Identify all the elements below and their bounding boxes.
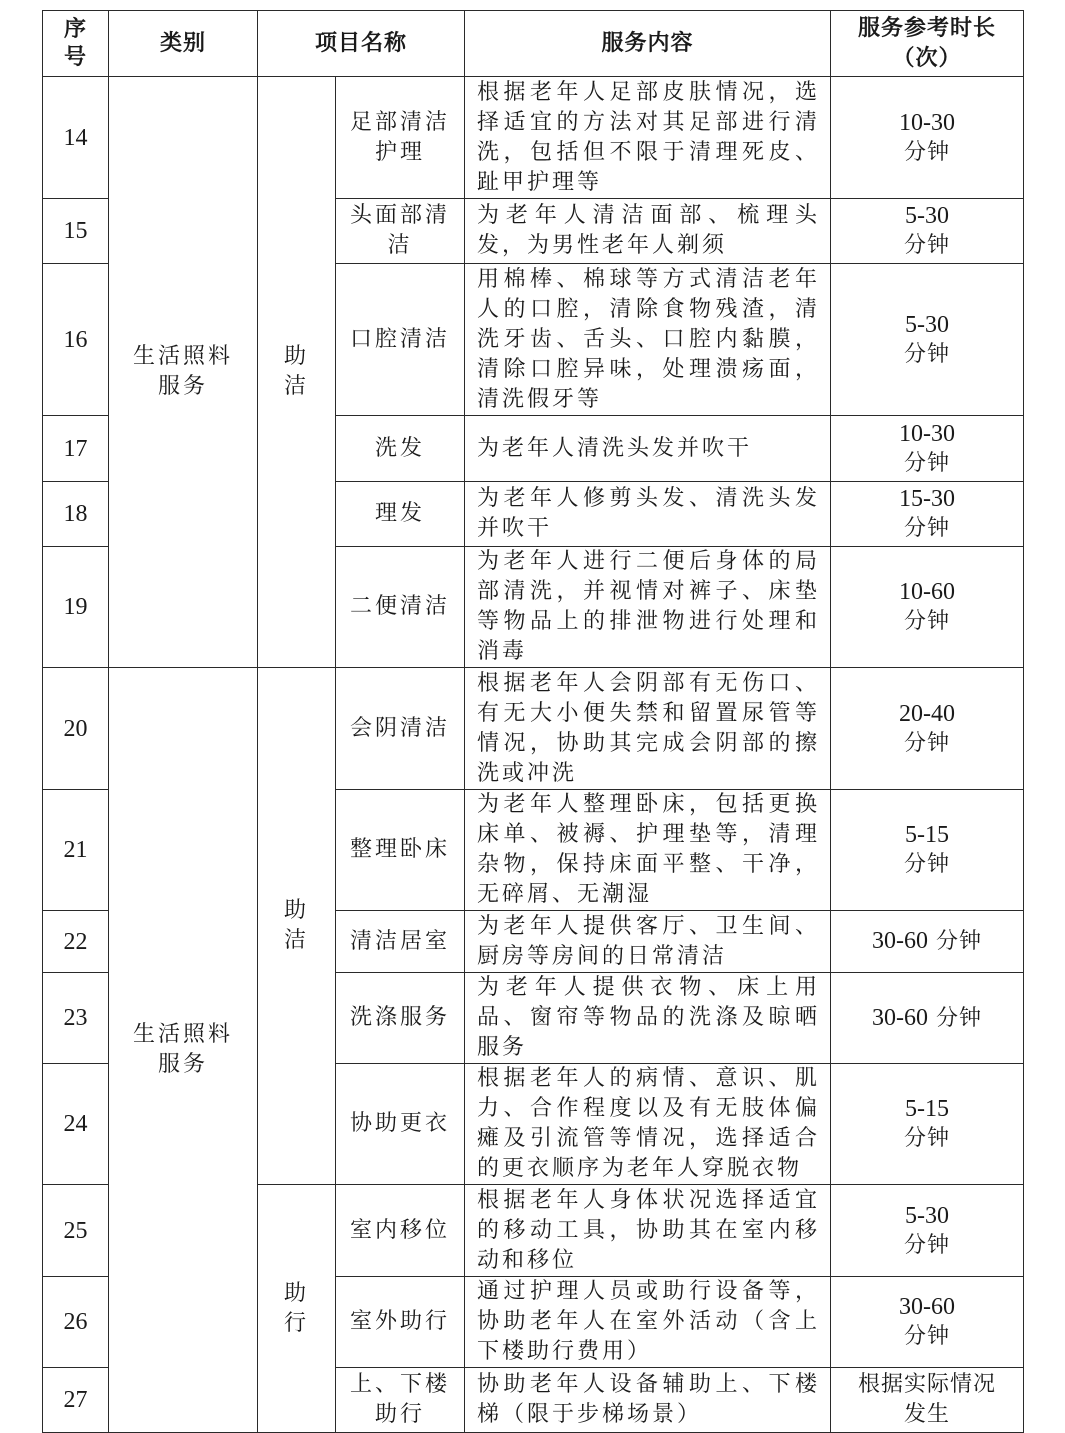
row-seq: 25 — [43, 1185, 109, 1277]
item-name: 头面部清洁 — [336, 199, 465, 264]
item-content: 根据老年人足部皮肤情况，选择适宜的方法对其足部进行清洗，包括但不限于清理死皮、趾甲护理等 — [465, 77, 831, 199]
duration-unit: 分钟 — [904, 233, 951, 258]
subcategory-cell: 助行 — [258, 1185, 336, 1433]
row-seq: 15 — [43, 199, 109, 264]
item-name: 会阴清洁 — [336, 668, 465, 790]
item-duration — [831, 911, 1024, 973]
item-duration — [831, 1185, 1024, 1277]
item-content: 通过护理人员或助行设备等，协助老年人在室外活动（含上下楼助行费用） — [465, 1277, 831, 1368]
item-duration — [831, 973, 1024, 1064]
item-name: 整理卧床 — [336, 790, 465, 911]
duration-unit: 分钟 — [936, 929, 983, 954]
subcategory-cell: 助洁 — [258, 77, 336, 668]
duration-range: 10-60 — [899, 579, 956, 605]
duration-range: 30-60 — [872, 928, 928, 954]
item-name: 二便清洁 — [336, 547, 465, 668]
item-content: 为老年人清洗头发并吹干 — [465, 416, 831, 482]
row-seq: 16 — [43, 264, 109, 416]
subcategory-cell: 助洁 — [258, 668, 336, 1185]
item-name: 清洁居室 — [336, 911, 465, 973]
item-name: 口腔清洁 — [336, 264, 465, 416]
item-content: 为老年人提供衣物、床上用品、窗帘等物品的洗涤及晾晒服务 — [465, 973, 831, 1064]
item-content: 用棉棒、棉球等方式清洁老年人的口腔，清除食物残渣，清洗牙齿、舌头、口腔内黏膜，清除口腔异味，处理溃疡面，清洗假牙等 — [465, 264, 831, 416]
item-name: 协助更衣 — [336, 1064, 465, 1185]
item-duration — [831, 77, 1024, 199]
header-duration-line1: 服务参考时长 — [858, 15, 997, 41]
category-cell: 生活照料服务 — [109, 668, 258, 1433]
item-name: 室内移位 — [336, 1185, 465, 1277]
header-duration — [831, 11, 1024, 77]
row-seq: 19 — [43, 547, 109, 668]
item-name: 洗涤服务 — [336, 973, 465, 1064]
duration-unit: 分钟 — [904, 1126, 951, 1151]
item-content: 为老年人修剪头发、清洗头发并吹干 — [465, 482, 831, 547]
duration-range: 5-30 — [905, 203, 950, 229]
item-duration — [831, 482, 1024, 547]
duration-range: 5-30 — [905, 1202, 950, 1229]
item-duration: 根据实际情况发生 — [831, 1368, 1024, 1433]
item-content: 为老年人进行二便后身体的局部清洗，并视情对裤子、床垫等物品上的排泄物进行处理和消毒 — [465, 547, 831, 668]
table-row — [43, 668, 1024, 790]
row-seq: 26 — [43, 1277, 109, 1368]
duration-range: 5-15 — [905, 1096, 950, 1122]
item-content: 为老年人提供客厅、卫生间、厨房等房间的日常清洁 — [465, 911, 831, 973]
row-seq: 21 — [43, 790, 109, 911]
duration-unit: 分钟 — [904, 852, 951, 877]
header-item: 项目名称 — [258, 11, 465, 77]
row-seq: 27 — [43, 1368, 109, 1433]
duration-unit: 分钟 — [904, 1232, 951, 1258]
header-duration-line2: （次） — [892, 45, 962, 71]
item-content: 协助老年人设备辅助上、下楼梯（限于步梯场景） — [465, 1368, 831, 1433]
item-duration — [831, 416, 1024, 482]
item-content: 根据老年人会阴部有无伤口、有无大小便失禁和留置尿管等情况，协助其完成会阴部的擦洗或冲洗 — [465, 668, 831, 790]
row-seq: 17 — [43, 416, 109, 482]
duration-unit: 分钟 — [904, 730, 951, 756]
duration-range: 30-60 — [872, 1004, 928, 1031]
item-content: 根据老年人的病情、意识、肌力、合作程度以及有无肢体偏瘫及引流管等情况，选择适合的更衣顺序为老年人穿脱衣物 — [465, 1064, 831, 1185]
duration-range: 5-15 — [905, 822, 950, 848]
duration-unit: 分钟 — [904, 139, 951, 165]
row-seq: 24 — [43, 1064, 109, 1185]
item-duration — [831, 1277, 1024, 1368]
item-duration — [831, 547, 1024, 668]
duration-unit: 分钟 — [904, 341, 951, 367]
header-row — [43, 11, 1024, 77]
item-content: 为老年人整理卧床，包括更换床单、被褥、护理垫等，清理杂物，保持床面平整、干净，无碎屑、无潮湿 — [465, 790, 831, 911]
row-seq: 20 — [43, 668, 109, 790]
item-duration — [831, 790, 1024, 911]
item-content: 为老年人清洁面部、梳理头发，为男性老年人剃须 — [465, 199, 831, 264]
item-name: 上、下楼助行 — [336, 1368, 465, 1433]
duration-range: 30-60 — [899, 1294, 956, 1320]
duration-range: 5-30 — [905, 311, 950, 338]
item-content: 根据老年人身体状况选择适宜的移动工具，协助其在室内移动和移位 — [465, 1185, 831, 1277]
row-seq: 23 — [43, 973, 109, 1064]
duration-unit: 分钟 — [904, 450, 951, 476]
item-name: 足部清洁护理 — [336, 77, 465, 199]
item-duration — [831, 199, 1024, 264]
item-name: 理发 — [336, 482, 465, 547]
row-seq: 14 — [43, 77, 109, 199]
duration-range: 10-30 — [899, 420, 956, 447]
table-row — [43, 77, 1024, 199]
duration-range: 10-30 — [899, 109, 956, 136]
duration-range: 15-30 — [899, 486, 956, 512]
category-cell: 生活照料服务 — [109, 77, 258, 668]
duration-unit: 分钟 — [904, 609, 951, 634]
item-duration — [831, 1064, 1024, 1185]
service-table — [42, 10, 1024, 1433]
row-seq: 22 — [43, 911, 109, 973]
duration-unit: 分钟 — [904, 516, 951, 541]
header-content: 服务内容 — [465, 11, 831, 77]
item-duration — [831, 668, 1024, 790]
item-name: 洗发 — [336, 416, 465, 482]
header-category: 类别 — [109, 11, 258, 77]
duration-unit: 分钟 — [904, 1324, 951, 1349]
row-seq: 18 — [43, 482, 109, 547]
duration-unit: 分钟 — [936, 1005, 983, 1031]
item-duration — [831, 264, 1024, 416]
item-name: 室外助行 — [336, 1277, 465, 1368]
header-seq: 序号 — [43, 11, 109, 77]
duration-range: 20-40 — [899, 700, 956, 727]
